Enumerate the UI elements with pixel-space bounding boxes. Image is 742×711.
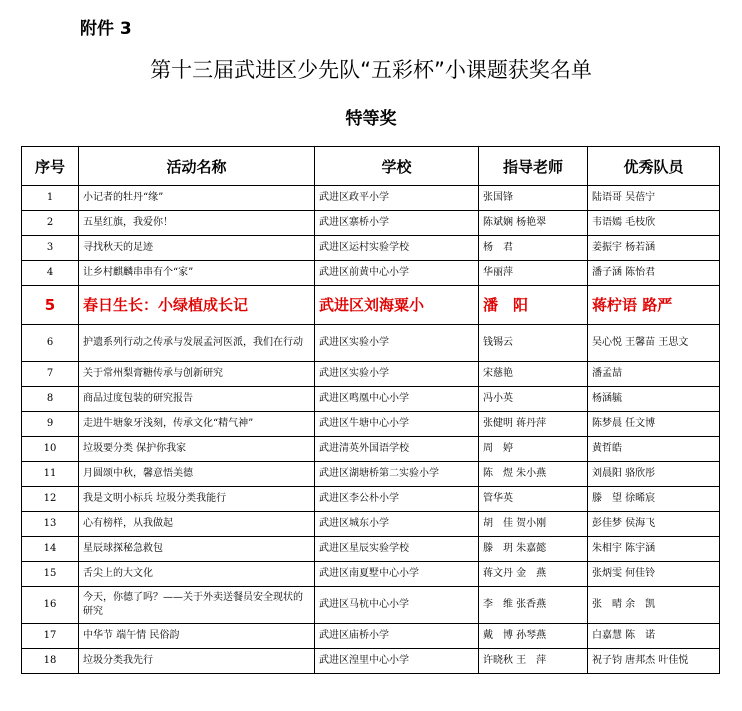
school-name: 武进区城东小学 bbox=[315, 512, 479, 537]
table-row bbox=[22, 537, 720, 562]
activity-name: 垃圾分类我先行 bbox=[79, 649, 315, 674]
table-row bbox=[22, 587, 720, 624]
member-names: 白嘉慧 陈 诺 bbox=[588, 624, 720, 649]
activity-name: 舌尖上的大文化 bbox=[79, 562, 315, 587]
row-number: 18 bbox=[22, 649, 79, 674]
school-name: 武进区湖塘桥第二实验小学 bbox=[315, 462, 479, 487]
row-number: 5 bbox=[22, 286, 79, 325]
teacher-name: 张健明 蒋丹萍 bbox=[479, 412, 588, 437]
row-number: 12 bbox=[22, 487, 79, 512]
teacher-name: 钱锡云 bbox=[479, 325, 588, 362]
school-name: 武进区实验小学 bbox=[315, 362, 479, 387]
table-row bbox=[22, 186, 720, 211]
teacher-name: 陈斌娴 杨艳翠 bbox=[479, 211, 588, 236]
member-names: 滕 望 徐晞宸 bbox=[588, 487, 720, 512]
activity-name: 今天，你德了吗？——关于外卖送餐员安全现状的研究 bbox=[79, 587, 315, 624]
row-number: 11 bbox=[22, 462, 79, 487]
row-number: 2 bbox=[22, 211, 79, 236]
award-table bbox=[21, 146, 720, 674]
activity-name: 中华节 端午情 民俗韵 bbox=[79, 624, 315, 649]
teacher-name: 管华英 bbox=[479, 487, 588, 512]
activity-name: 寻找秋天的足迹 bbox=[79, 236, 315, 261]
member-names: 潘孟喆 bbox=[588, 362, 720, 387]
member-names: 彭佳梦 侯海飞 bbox=[588, 512, 720, 537]
row-number: 6 bbox=[22, 325, 79, 362]
school-name: 武进清英外国语学校 bbox=[315, 437, 479, 462]
row-number: 13 bbox=[22, 512, 79, 537]
school-name: 武进区牛塘中心小学 bbox=[315, 412, 479, 437]
member-names: 祝子钧 唐邦杰 叶佳悦 bbox=[588, 649, 720, 674]
activity-name: 五星红旗，我爱你！ bbox=[79, 211, 315, 236]
activity-name: 关于常州梨膏糖传承与创新研究 bbox=[79, 362, 315, 387]
header-row bbox=[22, 147, 720, 186]
header-school: 学校 bbox=[315, 147, 479, 186]
activity-name: 小记者的牡丹“缘” bbox=[79, 186, 315, 211]
row-number: 9 bbox=[22, 412, 79, 437]
row-number: 16 bbox=[22, 587, 79, 624]
activity-name: 走进牛塘象牙浅刻，传承文化“精气神” bbox=[79, 412, 315, 437]
member-names: 杨涵毓 bbox=[588, 387, 720, 412]
teacher-name: 杨 君 bbox=[479, 236, 588, 261]
member-names: 姜振宇 杨若涵 bbox=[588, 236, 720, 261]
table-row bbox=[22, 412, 720, 437]
table-row bbox=[22, 325, 720, 362]
teacher-name: 许晓秋 王 萍 bbox=[479, 649, 588, 674]
table-row bbox=[22, 362, 720, 387]
row-number: 8 bbox=[22, 387, 79, 412]
teacher-name: 蒋文丹 金 燕 bbox=[479, 562, 588, 587]
school-name: 武进区实验小学 bbox=[315, 325, 479, 362]
award-level-heading: 特等奖 bbox=[345, 109, 397, 129]
attachment-label: 附件 3 bbox=[80, 19, 132, 39]
teacher-name: 华丽萍 bbox=[479, 261, 588, 286]
activity-name: 月圆颂中秋，馨意悟美德 bbox=[79, 462, 315, 487]
teacher-name: 滕 玥 朱嘉懿 bbox=[479, 537, 588, 562]
table-row bbox=[22, 211, 720, 236]
teacher-name: 张国锋 bbox=[479, 186, 588, 211]
member-names: 张炳雯 何佳铃 bbox=[588, 562, 720, 587]
activity-name: 我是文明小标兵 垃圾分类我能行 bbox=[79, 487, 315, 512]
school-name: 武进区李公朴小学 bbox=[315, 487, 479, 512]
table-row bbox=[22, 437, 720, 462]
row-number: 14 bbox=[22, 537, 79, 562]
school-name: 武进区南夏墅中心小学 bbox=[315, 562, 479, 587]
member-names: 潘子涵 陈怡君 bbox=[588, 261, 720, 286]
activity-name: 护遗系列行动之传承与发展孟河医派，我们在行动 bbox=[79, 325, 315, 362]
school-name: 武进区政平小学 bbox=[315, 186, 479, 211]
teacher-name: 陈 煜 朱小燕 bbox=[479, 462, 588, 487]
teacher-name: 潘 阳 bbox=[479, 286, 588, 325]
activity-name: 商品过度包装的研究报告 bbox=[79, 387, 315, 412]
table-row bbox=[22, 649, 720, 674]
table-row bbox=[22, 512, 720, 537]
header-activity: 活动名称 bbox=[79, 147, 315, 186]
table-row bbox=[22, 387, 720, 412]
row-number: 15 bbox=[22, 562, 79, 587]
row-number: 4 bbox=[22, 261, 79, 286]
row-number: 7 bbox=[22, 362, 79, 387]
activity-name: 心有榜样，从我做起 bbox=[79, 512, 315, 537]
school-name: 武进区运村实验学校 bbox=[315, 236, 479, 261]
activity-name: 春日生长：小绿植成长记 bbox=[79, 286, 315, 325]
row-number: 10 bbox=[22, 437, 79, 462]
activity-name: 垃圾要分类 保护你我家 bbox=[79, 437, 315, 462]
member-names: 陈梦晨 任文博 bbox=[588, 412, 720, 437]
teacher-name: 李 维 张香燕 bbox=[479, 587, 588, 624]
member-names: 陆语哥 吴蓓宁 bbox=[588, 186, 720, 211]
member-names: 朱相宇 陈宇涵 bbox=[588, 537, 720, 562]
teacher-name: 胡 佳 贺小刚 bbox=[479, 512, 588, 537]
table-row bbox=[22, 261, 720, 286]
school-name: 武进区刘海粟小 bbox=[315, 286, 479, 325]
school-name: 武进区庙桥小学 bbox=[315, 624, 479, 649]
member-names: 韦语嫣 毛枝欣 bbox=[588, 211, 720, 236]
row-number: 1 bbox=[22, 186, 79, 211]
table-row bbox=[22, 624, 720, 649]
member-names: 刘晨阳 骆欣彤 bbox=[588, 462, 720, 487]
teacher-name: 宋慈艳 bbox=[479, 362, 588, 387]
member-names: 黄哲皓 bbox=[588, 437, 720, 462]
table-row-highlighted bbox=[22, 286, 720, 325]
row-number: 17 bbox=[22, 624, 79, 649]
school-name: 武进区马杭中心小学 bbox=[315, 587, 479, 624]
school-name: 武进区寨桥小学 bbox=[315, 211, 479, 236]
teacher-name: 戴 博 孙琴燕 bbox=[479, 624, 588, 649]
table-row bbox=[22, 562, 720, 587]
row-number: 3 bbox=[22, 236, 79, 261]
school-name: 武进区鸣凰中心小学 bbox=[315, 387, 479, 412]
table-row bbox=[22, 487, 720, 512]
school-name: 武进区湟里中心小学 bbox=[315, 649, 479, 674]
teacher-name: 冯小英 bbox=[479, 387, 588, 412]
header-members: 优秀队员 bbox=[588, 147, 720, 186]
header-number: 序号 bbox=[22, 147, 79, 186]
member-names: 吴心悦 王馨苗 王思文 bbox=[588, 325, 720, 362]
teacher-name: 周 婷 bbox=[479, 437, 588, 462]
activity-name: 星辰球探秘急救包 bbox=[79, 537, 315, 562]
member-names: 张 晴 余 凯 bbox=[588, 587, 720, 624]
table-row bbox=[22, 236, 720, 261]
header-teacher: 指导老师 bbox=[479, 147, 588, 186]
activity-name: 让乡村麒麟串串有个“家” bbox=[79, 261, 315, 286]
document-title: 第十三届武进区少先队“五彩杯”小课题获奖名单 bbox=[150, 58, 592, 82]
table-row bbox=[22, 462, 720, 487]
school-name: 武进区星辰实验学校 bbox=[315, 537, 479, 562]
member-names: 蒋柠语 路严 bbox=[588, 286, 720, 325]
school-name: 武进区前黄中心小学 bbox=[315, 261, 479, 286]
